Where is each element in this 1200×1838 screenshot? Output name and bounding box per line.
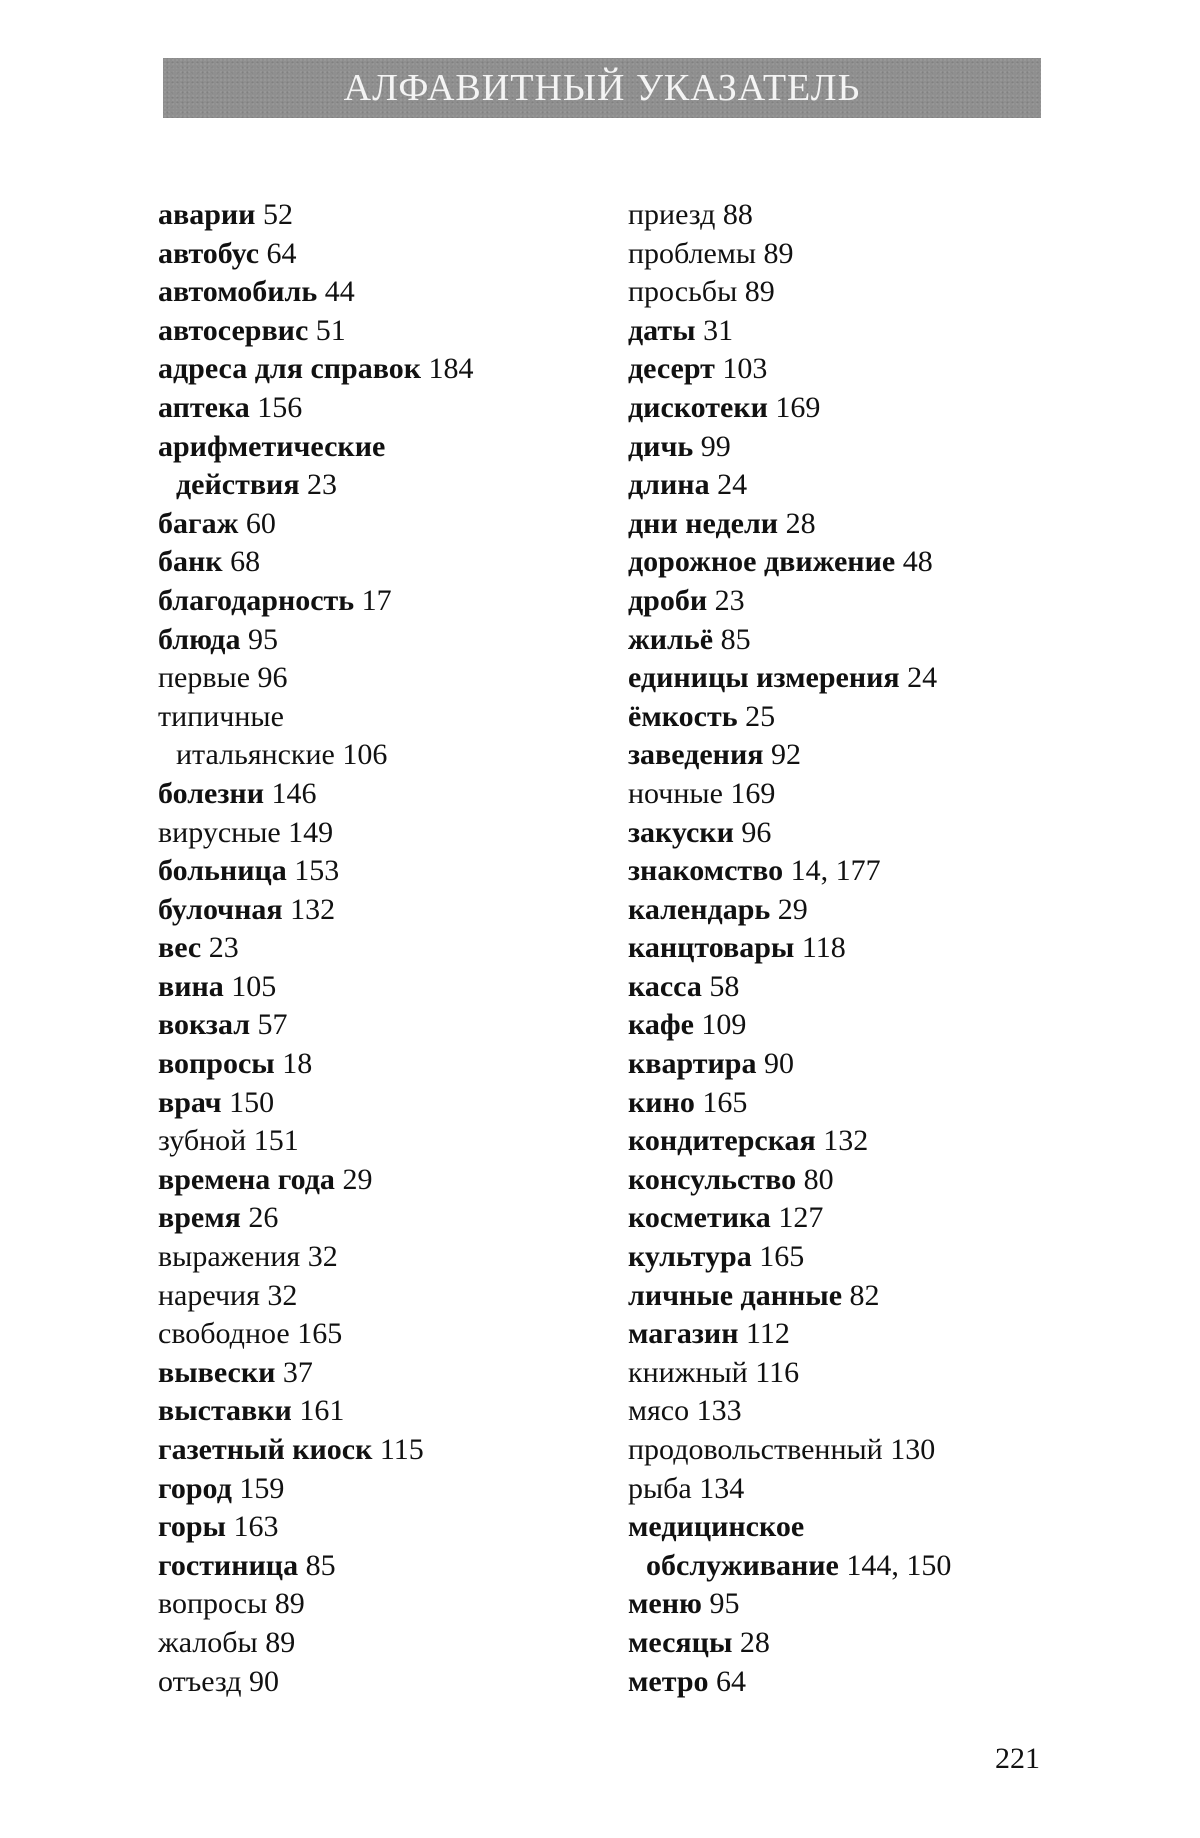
index-entry xyxy=(158,273,628,312)
index-entry xyxy=(628,1354,1098,1393)
index-page-ref: 18 xyxy=(274,1047,313,1081)
index-page-ref: 150 xyxy=(221,1085,275,1119)
index-term: типичные xyxy=(158,699,284,733)
index-term: автомобиль xyxy=(158,275,318,309)
index-page-ref: 85 xyxy=(298,1548,336,1582)
index-term: газетный киоск xyxy=(158,1433,373,1466)
index-term: касса xyxy=(628,969,702,1003)
index-column-left xyxy=(158,196,628,1701)
index-term: благодарность xyxy=(158,583,355,617)
index-entry xyxy=(158,389,628,428)
index-term: автосервис xyxy=(158,313,309,347)
index-page-ref: 29 xyxy=(334,1162,373,1196)
index-entry xyxy=(628,350,1098,389)
index-term: меню xyxy=(628,1587,702,1621)
index-term: банк xyxy=(158,545,223,579)
index-page-ref: 146 xyxy=(263,776,317,810)
index-page-ref: 89 xyxy=(737,275,775,309)
index-entry xyxy=(628,621,1098,660)
index-entry xyxy=(158,814,628,853)
index-term: жалобы xyxy=(158,1625,258,1659)
index-term: мясо xyxy=(628,1394,690,1428)
index-entry xyxy=(158,235,628,274)
index-entry xyxy=(158,1663,628,1702)
index-page-ref: 82 xyxy=(842,1278,880,1312)
index-entry xyxy=(628,1277,1098,1316)
index-entry xyxy=(628,1624,1098,1663)
index-entry xyxy=(628,1045,1098,1084)
index-page-ref: 89 xyxy=(267,1587,305,1621)
index-page-ref: 23 xyxy=(299,468,338,502)
index-term: магазин xyxy=(628,1317,739,1351)
index-page-ref: 89 xyxy=(257,1625,296,1659)
index-entry xyxy=(628,1084,1098,1123)
index-term: кафе xyxy=(628,1008,694,1042)
index-term: календарь xyxy=(628,892,771,926)
index-entry xyxy=(158,1354,628,1393)
index-term: дни недели xyxy=(628,506,779,540)
index-page-ref: 80 xyxy=(796,1162,834,1196)
index-page-ref: 116 xyxy=(747,1355,800,1389)
index-entry xyxy=(158,929,628,968)
index-page-ref: 64 xyxy=(708,1664,747,1698)
index-page-ref: 28 xyxy=(778,506,816,540)
index-entry xyxy=(628,235,1098,274)
index-page-ref: 103 xyxy=(714,352,768,386)
index-page-ref: 85 xyxy=(713,622,751,656)
index-page-ref: 60 xyxy=(238,506,276,540)
index-page-ref: 44 xyxy=(317,275,355,309)
index-term: просьбы xyxy=(628,275,738,309)
index-entry xyxy=(628,428,1098,467)
index-term: дорожное движение xyxy=(628,545,896,579)
index-term: личные данные xyxy=(628,1278,843,1312)
index-page-ref: 99 xyxy=(693,429,731,463)
index-term: культура xyxy=(628,1240,752,1274)
index-term: выставки xyxy=(158,1394,292,1428)
index-entry xyxy=(158,698,628,737)
index-entry xyxy=(158,1122,628,1161)
index-entry xyxy=(158,428,628,467)
index-header-bar xyxy=(163,58,1041,118)
index-term: гостиница xyxy=(158,1548,299,1582)
index-term: косметика xyxy=(628,1201,771,1235)
index-page-ref: 96 xyxy=(733,815,772,849)
index-term: заведения xyxy=(628,738,764,772)
index-term: времена года xyxy=(158,1162,335,1196)
index-entry xyxy=(628,968,1098,1007)
index-entry xyxy=(158,852,628,891)
index-term: адреса для справок xyxy=(158,352,422,386)
index-term: врач xyxy=(158,1085,222,1119)
index-term: итальянские xyxy=(176,738,335,772)
index-page-ref: 165 xyxy=(289,1317,343,1351)
index-entry xyxy=(628,543,1098,582)
index-term: рыба xyxy=(628,1471,692,1505)
index-term: проблемы xyxy=(628,236,756,270)
index-term: дискотеки xyxy=(628,390,768,424)
index-page-ref: 118 xyxy=(794,931,846,965)
index-page-ref: 169 xyxy=(767,390,821,424)
index-term: продовольственный xyxy=(628,1433,883,1466)
index-term: вопросы xyxy=(158,1047,275,1081)
index-page-ref: 132 xyxy=(815,1124,869,1158)
index-term: канцтовары xyxy=(628,931,795,965)
index-page-ref: 115 xyxy=(372,1433,424,1466)
index-page-ref: 163 xyxy=(225,1510,279,1544)
index-term: ночные xyxy=(628,776,723,810)
index-term: приезд xyxy=(628,198,716,231)
index-entry xyxy=(158,1547,628,1586)
index-term: город xyxy=(158,1471,232,1505)
index-term: свободное xyxy=(158,1317,290,1351)
index-entry xyxy=(628,312,1098,351)
index-entry xyxy=(628,1238,1098,1277)
index-term: зубной xyxy=(158,1124,247,1158)
index-term: месяцы xyxy=(628,1625,733,1659)
index-page-ref: 24 xyxy=(899,661,938,695)
index-entry xyxy=(158,312,628,351)
index-entry xyxy=(158,1161,628,1200)
index-entry xyxy=(628,1392,1098,1431)
index-term: ёмкость xyxy=(628,699,738,733)
index-entry xyxy=(628,852,1098,891)
index-page-ref: 32 xyxy=(300,1240,338,1274)
index-term: горы xyxy=(158,1510,226,1544)
index-page-ref: 23 xyxy=(201,931,239,965)
index-page-ref: 23 xyxy=(707,583,745,617)
index-column-right xyxy=(628,196,1098,1701)
index-page-ref: 184 xyxy=(421,352,474,386)
index-page-ref: 64 xyxy=(259,236,297,270)
index-entry xyxy=(158,659,628,698)
index-term: наречия xyxy=(158,1278,260,1312)
index-page-ref: 14, 177 xyxy=(783,854,881,888)
index-term: аварии xyxy=(158,198,256,231)
index-term: аптека xyxy=(158,390,250,424)
index-page-ref: 90 xyxy=(241,1664,279,1698)
index-page-ref: 17 xyxy=(354,583,392,617)
index-entry xyxy=(158,543,628,582)
index-entry xyxy=(158,505,628,544)
index-term: автобус xyxy=(158,236,260,270)
index-page-ref: 57 xyxy=(250,1008,288,1042)
index-entry xyxy=(158,582,628,621)
index-term: консульство xyxy=(628,1162,797,1196)
index-term: жильё xyxy=(628,622,714,656)
index-page-ref: 161 xyxy=(291,1394,345,1428)
index-page-ref: 133 xyxy=(689,1394,742,1428)
index-term: метро xyxy=(628,1664,709,1698)
index-term: вопросы xyxy=(158,1587,268,1621)
index-page-ref: 25 xyxy=(737,699,776,733)
index-page-ref: 144, 150 xyxy=(838,1548,952,1582)
index-term: вокзал xyxy=(158,1008,251,1042)
index-term: кино xyxy=(628,1085,695,1119)
index-page-ref: 68 xyxy=(222,545,261,579)
index-entry xyxy=(158,1315,628,1354)
index-page-ref: 51 xyxy=(308,313,346,347)
index-page-ref: 159 xyxy=(231,1471,285,1505)
index-page-ref: 95 xyxy=(701,1587,740,1621)
index-entry xyxy=(628,1547,1098,1586)
index-term: блюда xyxy=(158,622,241,656)
index-page-ref: 130 xyxy=(882,1433,936,1466)
index-entry xyxy=(158,1238,628,1277)
index-term: болезни xyxy=(158,776,264,810)
index-term: багаж xyxy=(158,506,239,540)
index-entry xyxy=(158,1392,628,1431)
index-entry xyxy=(158,350,628,389)
index-page-ref: 134 xyxy=(691,1471,745,1505)
index-entry xyxy=(158,1470,628,1509)
index-page-ref: 90 xyxy=(756,1047,794,1081)
index-page-ref: 52 xyxy=(255,198,293,231)
index-page-ref: 105 xyxy=(223,969,277,1003)
index-term: больница xyxy=(158,854,287,888)
index-term: кондитерская xyxy=(628,1124,816,1158)
index-page-ref: 112 xyxy=(738,1317,790,1351)
index-entry xyxy=(158,1277,628,1316)
index-entry xyxy=(158,1585,628,1624)
index-term: книжный xyxy=(628,1355,748,1389)
index-entry xyxy=(628,1315,1098,1354)
index-entry xyxy=(158,775,628,814)
index-entry xyxy=(158,196,628,235)
index-entry xyxy=(158,1084,628,1123)
index-page-ref: 92 xyxy=(763,738,801,772)
index-entry xyxy=(158,1624,628,1663)
index-page-ref: 58 xyxy=(701,969,740,1003)
index-page-ref: 37 xyxy=(275,1355,313,1389)
index-entry xyxy=(158,1006,628,1045)
index-entry xyxy=(628,698,1098,737)
index-entry xyxy=(628,1663,1098,1702)
index-page-ref: 127 xyxy=(770,1201,824,1235)
index-entry xyxy=(628,1585,1098,1624)
index-page-ref: 151 xyxy=(246,1124,299,1158)
index-entry xyxy=(628,736,1098,775)
index-entry xyxy=(158,891,628,930)
index-entry xyxy=(628,1431,1098,1470)
index-page-ref: 153 xyxy=(286,854,340,888)
index-entry xyxy=(628,273,1098,312)
index-entry xyxy=(628,929,1098,968)
index-entry xyxy=(628,389,1098,428)
index-page-ref: 28 xyxy=(732,1625,770,1659)
index-page-ref: 24 xyxy=(709,468,748,502)
index-page-ref: 169 xyxy=(722,776,776,810)
page-number: 221 xyxy=(995,1742,1040,1775)
index-page-ref: 26 xyxy=(240,1201,279,1235)
index-entry xyxy=(158,1431,628,1470)
index-term: дичь xyxy=(628,429,694,463)
index-entry xyxy=(158,1508,628,1547)
index-page-ref: 106 xyxy=(334,738,388,772)
index-term: вирусные xyxy=(158,815,281,849)
index-page-ref: 156 xyxy=(249,390,303,424)
index-entry xyxy=(628,1470,1098,1509)
index-term: вывески xyxy=(158,1355,276,1389)
index-term: время xyxy=(158,1201,241,1235)
index-page-ref: 149 xyxy=(280,815,334,849)
index-entry xyxy=(158,736,628,775)
index-entry xyxy=(628,891,1098,930)
index-page-ref: 29 xyxy=(770,892,808,926)
index-term: выражения xyxy=(158,1240,301,1274)
index-term: квартира xyxy=(628,1047,757,1081)
index-term: десерт xyxy=(628,352,715,386)
index-title: АЛФАВИТНЫЙ УКАЗАТЕЛЬ xyxy=(343,67,861,109)
index-term: первые xyxy=(158,661,251,695)
index-page-ref: 48 xyxy=(895,545,933,579)
index-entry xyxy=(628,659,1098,698)
index-entry xyxy=(628,1006,1098,1045)
index-term: единицы измерения xyxy=(628,661,900,695)
index-entry xyxy=(628,1161,1098,1200)
index-term: даты xyxy=(628,313,696,347)
index-page-ref: 132 xyxy=(282,892,336,926)
index-entry xyxy=(158,1045,628,1084)
index-term: закуски xyxy=(628,815,734,849)
index-page-ref: 96 xyxy=(250,661,288,695)
index-term: вес xyxy=(158,931,202,965)
index-term: вина xyxy=(158,969,224,1003)
index-page-ref: 88 xyxy=(715,198,753,231)
index-entry xyxy=(628,582,1098,621)
index-entry xyxy=(158,968,628,1007)
index-term: медицинское xyxy=(628,1510,805,1544)
index-term: действия xyxy=(176,468,300,502)
index-page-ref: 89 xyxy=(756,236,794,270)
index-entry xyxy=(628,1508,1098,1547)
index-entry xyxy=(158,1199,628,1238)
index-term: дроби xyxy=(628,583,708,617)
index-term: обслуживание xyxy=(646,1548,839,1582)
index-term: длина xyxy=(628,468,710,502)
index-entry xyxy=(628,1122,1098,1161)
index-page-ref: 165 xyxy=(751,1240,805,1274)
index-page-ref: 32 xyxy=(259,1278,298,1312)
index-term: отъезд xyxy=(158,1664,242,1698)
index-entry xyxy=(628,466,1098,505)
index-page-ref: 109 xyxy=(693,1008,747,1042)
index-term: булочная xyxy=(158,892,283,926)
index-term: знакомство xyxy=(628,854,784,888)
index-entry xyxy=(158,621,628,660)
index-entry xyxy=(628,196,1098,235)
index-page-ref: 165 xyxy=(694,1085,748,1119)
index-entry xyxy=(628,505,1098,544)
index-page-ref: 31 xyxy=(695,313,734,347)
index-entry xyxy=(628,814,1098,853)
index-entry xyxy=(628,1199,1098,1238)
index-page-ref: 95 xyxy=(240,622,278,656)
index-entry xyxy=(158,466,628,505)
index-entry xyxy=(628,775,1098,814)
index-term: арифметические xyxy=(158,429,386,463)
